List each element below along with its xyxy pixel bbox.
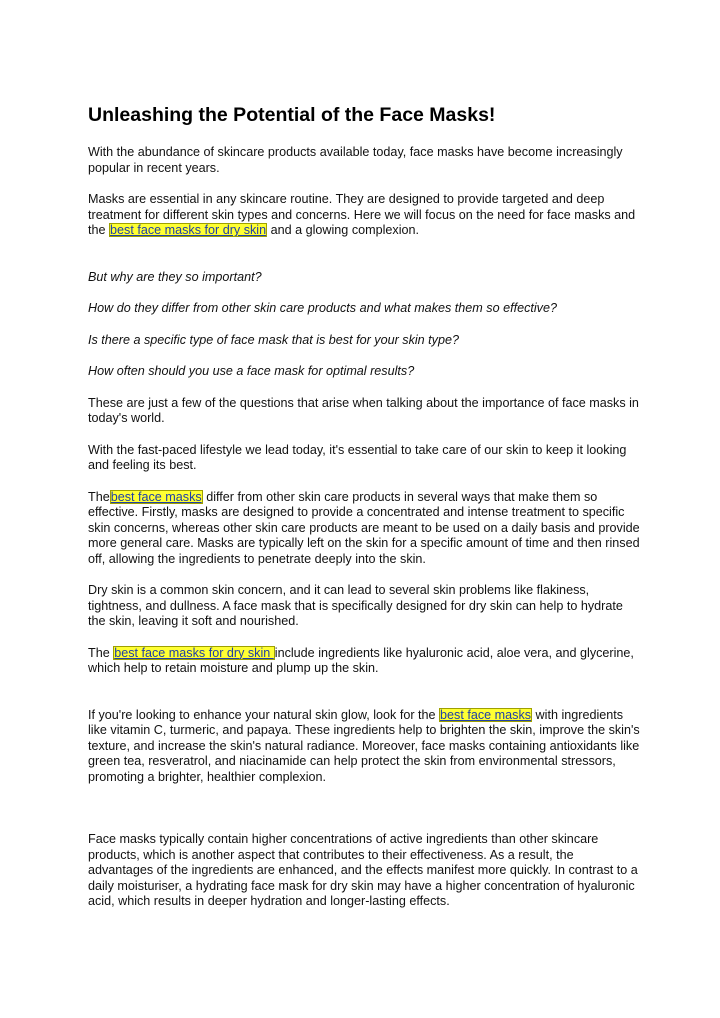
question-skin-type: Is there a specific type of face mask that is best for your skin type? [88, 332, 459, 347]
questions-paragraph: These are just a few of the questions that arise when talking about the importance of face masks in today's world. [88, 395, 639, 425]
dry-skin-paragraph: Dry skin is a common skin concern, and it can lead to several skin problems like flakiness, tightness, and dullness. A face mask that is specifically designed for dry skin can help to hydrate the skin, leaving it soft and nourished. [88, 583, 623, 628]
best-face-masks-dry-skin-link[interactable]: best face masks for dry skin [110, 223, 267, 237]
intro-paragraph: With the abundance of skincare products available today, face masks have become increasingly popular in recent years. [88, 145, 623, 175]
concentration-paragraph: Face masks typically contain higher concentrations of active ingredients than other skincare products, which is another aspect that contributes to their effectiveness. As a result, the advantages of the ingredients are enhanced, and the effects manifest more quickly. In contrast to a daily moisturiser, a hydrating face mask for dry skin may have a higher concentration of hyaluronic acid, which results in deeper hydration and longer-lasting effects. [88, 832, 638, 908]
lifestyle-paragraph: With the fast-paced lifestyle we lead today, it's essential to take care of our skin to keep it looking and feeling its best. [88, 442, 627, 472]
question-frequency: How often should you use a face mask for optimal results? [88, 364, 415, 378]
differ-paragraph [88, 490, 640, 568]
essential-paragraph [88, 192, 640, 239]
document-page [88, 103, 640, 910]
best-face-masks-link[interactable]: best face masks [110, 489, 202, 504]
glow-text-before: If you're looking to enhance your natural skin glow, look for the [88, 707, 440, 722]
include-text-before: The [88, 645, 114, 660]
question-differ: How do they differ from other skin care products and what makes them so effective? [88, 301, 557, 315]
glow-text-after: with ingredients like vitamin C, turmeric, and papaya. These ingredients help to brighten the skin, improve the skin's texture, and increase the skin's natural radiance. Moreover, face masks containing antioxidants like green tea, resveratrol, and niacinamide can help protect the skin from environmental stressors, promoting a brighter, healthier complexion. [88, 707, 640, 784]
essential-text-after: and a glowing complexion. [267, 223, 420, 237]
best-face-masks-link-2[interactable]: best face masks [440, 707, 532, 722]
page-title: Unleashing the Potential of the Face Masks! [88, 104, 496, 126]
differ-text-before: The [88, 489, 110, 504]
essential-text-before: Masks are essential in any skincare routine. They are designed to provide targeted and deep treatment for different skin types and concerns. Here we will focus on the need for face masks and the [88, 192, 636, 237]
differ-text-after: differ from other skin care products in several ways that make them so effective. Firstly, masks are designed to provide a concentrated and intense treatment to specific skin concerns, whereas other skin care products are meant to be used on a daily basis and provide more general care. Masks are typically left on the skin for a specific amount of time and then rinsed off, allowing the ingredients to penetrate deeply into the skin. [88, 489, 640, 566]
best-face-masks-dry-skin-link-2[interactable]: best face masks for dry skin [114, 645, 274, 660]
question-importance: But why are they so important? [88, 269, 262, 284]
include-paragraph [88, 646, 640, 677]
include-text-after: include ingredients like hyaluronic acid, aloe vera, and glycerine, which help to retain moisture and plump up the skin. [88, 645, 634, 675]
glow-paragraph [88, 708, 640, 786]
